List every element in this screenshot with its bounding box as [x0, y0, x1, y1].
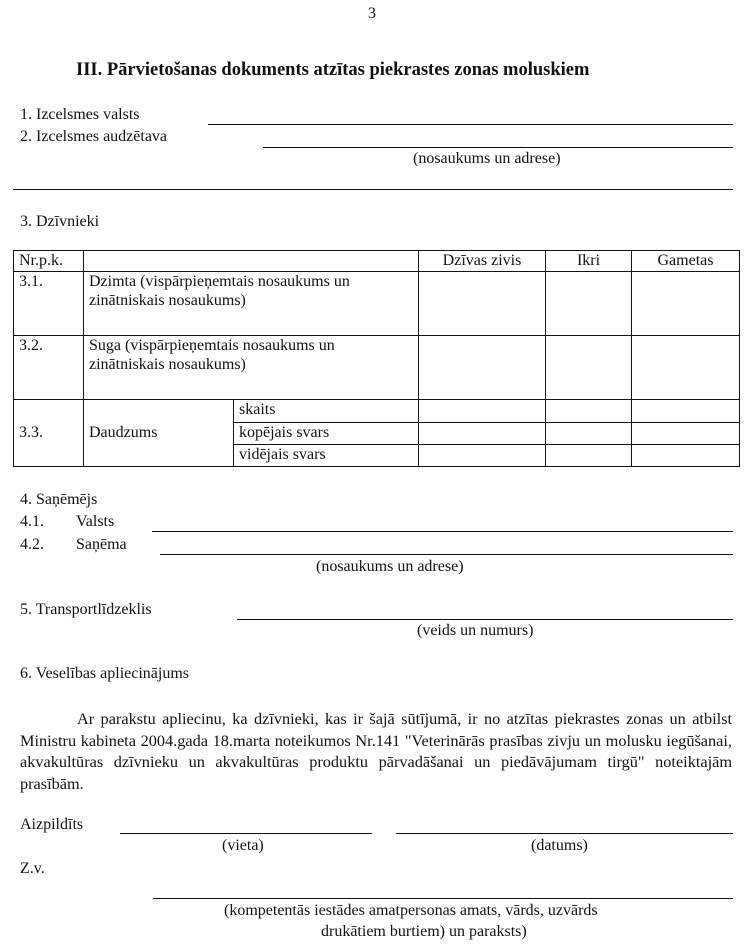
quantity-count-label: skaits	[234, 399, 419, 422]
health-certificate-text	[20, 708, 732, 794]
recipient-receiver-field[interactable]	[160, 554, 733, 555]
official-signature-field[interactable]	[153, 898, 733, 899]
quantity-average-weight-label: vidējais svars	[234, 444, 419, 466]
table-cell-live-fish[interactable]	[419, 271, 546, 335]
origin-farm-label: 2. Izcelsmes audzētava	[20, 128, 168, 145]
table-cell-gametes[interactable]	[632, 422, 740, 444]
transport-label: 5. Transportlīdzeklis	[20, 601, 152, 618]
table-cell-gametes[interactable]	[632, 444, 740, 466]
page-number: 3	[368, 5, 376, 22]
table-header-no: Nr.p.k.	[14, 251, 84, 272]
health-certificate-body: Ar parakstu apliecinu, ka dzīvnieki, kas ir šajā sūtījumā, ir no atzītas piekrastes zonas un atbilst Ministru kabineta 2004.gada 18.marta noteikumos Nr.141 "Veterinārās prasības zivju un molusku iegūšanai, akvakultūras dzīvnieku un akvakultūras produktu pārvadāšanai un piedāvājumam tirgū" noteiktajām prasībām.	[20, 709, 732, 793]
recipient-label: 4. Saņēmējs	[20, 491, 98, 508]
table-row-description: Suga (vispārpieņemtais nosaukums un zinātniskais nosaukums)	[84, 335, 419, 399]
recipient-receiver-number: 4.2.	[20, 536, 44, 553]
table-header-desc	[84, 251, 419, 272]
origin-farm-caption: (nosaukums un adrese)	[413, 150, 561, 167]
table-cell-live-fish[interactable]	[419, 422, 546, 444]
table-row	[14, 399, 740, 422]
table-row	[14, 271, 740, 335]
table-cell-live-fish[interactable]	[419, 335, 546, 399]
recipient-receiver-caption: (nosaukums un adrese)	[316, 558, 464, 575]
table-header-gametes: Gametas	[632, 251, 740, 272]
official-caption-line-1: (kompetentās iestādes amatpersonas amats, vārds, uzvārds	[224, 902, 598, 919]
table-cell-roe[interactable]	[546, 271, 632, 335]
table-cell-gametes[interactable]	[632, 399, 740, 422]
quantity-total-weight-label: kopējais svars	[234, 422, 419, 444]
table-row-number: 3.1.	[14, 271, 84, 335]
table-row-number: 3.3.	[14, 399, 84, 466]
table-row-description: Dzimta (vispārpieņemtais nosaukums un zinātniskais nosaukums)	[84, 271, 419, 335]
table-cell-roe[interactable]	[546, 335, 632, 399]
place-caption: (vieta)	[222, 837, 264, 854]
origin-country-field[interactable]	[208, 124, 733, 125]
table-row-number: 3.2.	[14, 335, 84, 399]
origin-farm-field-line-2[interactable]	[13, 189, 733, 190]
health-certificate-label: 6. Veselības apliecinājums	[20, 665, 189, 682]
origin-country-label: 1. Izcelsmes valsts	[20, 106, 140, 123]
recipient-country-field[interactable]	[152, 531, 733, 532]
transport-field[interactable]	[237, 619, 733, 620]
official-caption-line-2: drukātiem burtiem) un paraksts)	[321, 923, 527, 940]
table-row-description: Daudzums	[84, 399, 234, 466]
table-cell-roe[interactable]	[546, 422, 632, 444]
table-header-live-fish: Dzīvas zivis	[419, 251, 546, 272]
recipient-country-label: Valsts	[76, 513, 115, 530]
table-cell-gametes[interactable]	[632, 271, 740, 335]
table-cell-live-fish[interactable]	[419, 444, 546, 466]
animals-label: 3. Dzīvnieki	[20, 213, 100, 230]
page-title: III. Pārvietošanas dokuments atzītas piekrastes zonas moluskiem	[76, 60, 590, 80]
animals-table	[13, 250, 740, 467]
stamp-label: Z.v.	[20, 860, 45, 877]
table-cell-live-fish[interactable]	[419, 399, 546, 422]
table-row	[14, 335, 740, 399]
place-field[interactable]	[120, 833, 372, 834]
date-caption: (datums)	[531, 837, 588, 854]
table-header-roe: Ikri	[546, 251, 632, 272]
transport-caption: (veids un numurs)	[417, 622, 534, 639]
table-cell-roe[interactable]	[546, 399, 632, 422]
date-field[interactable]	[396, 833, 733, 834]
table-cell-roe[interactable]	[546, 444, 632, 466]
origin-farm-field[interactable]	[263, 147, 733, 148]
table-cell-gametes[interactable]	[632, 335, 740, 399]
recipient-receiver-label: Saņēma	[76, 536, 127, 553]
filled-label: Aizpildīts	[20, 816, 84, 833]
recipient-country-number: 4.1.	[20, 513, 44, 530]
